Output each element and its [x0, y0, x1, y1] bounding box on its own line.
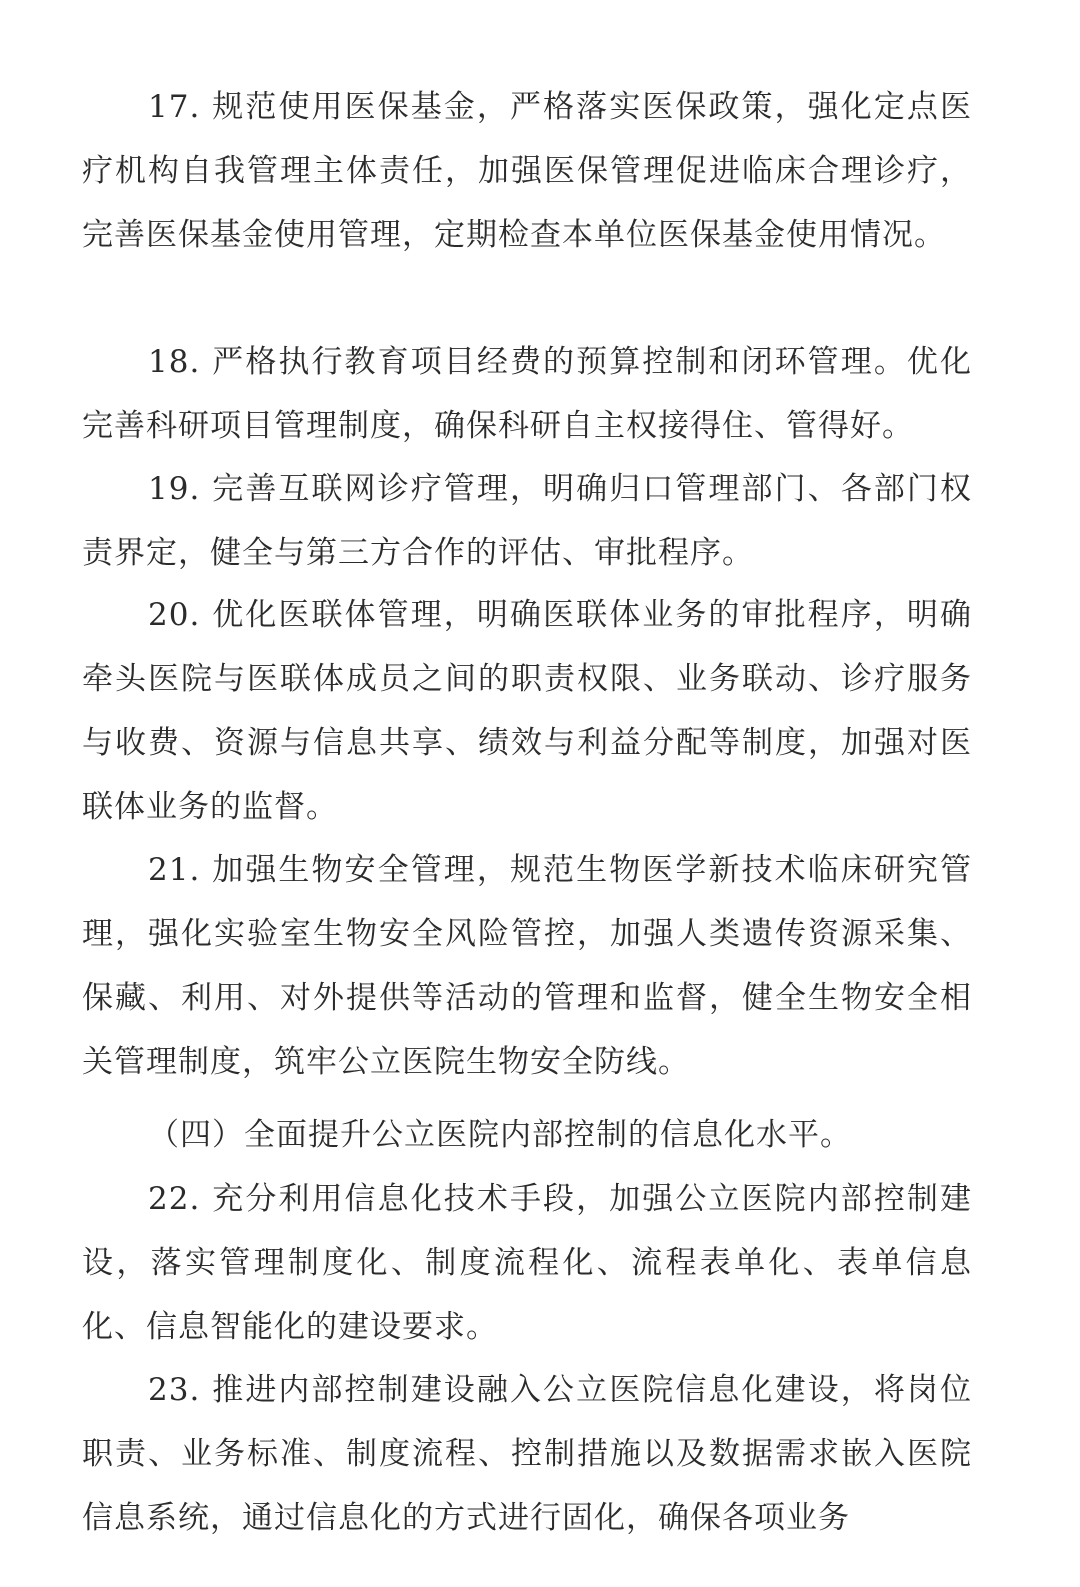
section-heading-4: （四）全面提升公立医院内部控制的信息化水平。 — [148, 1117, 852, 1153]
paragraph-18: 18. 严格执行教育项目经费的预算控制和闭环管理。优化完善科研项目管理制度，确保科研自主权接得住、管得好。 — [82, 344, 972, 444]
paragraph-22: 22. 充分利用信息化技术手段，加强公立医院内部控制建设，落实管理制度化、制度流程化、流程表单化、表单信息化、信息智能化的建设要求。 — [82, 1181, 972, 1345]
paragraph-20: 20. 优化医联体管理，明确医联体业务的审批程序，明确牵头医院与医联体成员之间的职责权限、业务联动、诊疗服务与收费、资源与信息共享、绩效与利益分配等制度，加强对医联体业务的监督。 — [82, 597, 972, 825]
paragraph-17: 17. 规范使用医保基金，严格落实医保政策，强化定点医疗机构自我管理主体责任，加强医保管理促进临床合理诊疗，完善医保基金使用管理，定期检查本单位医保基金使用情况。 — [82, 89, 972, 253]
paragraph-23: 23. 推进内部控制建设融入公立医院信息化建设，将岗位职责、业务标准、制度流程、控制措施以及数据需求嵌入医院信息系统，通过信息化的方式进行固化，确保各项业务 — [82, 1372, 972, 1536]
paragraph-21: 21. 加强生物安全管理，规范生物医学新技术临床研究管理，强化实验室生物安全风险管控，加强人类遗传资源采集、保藏、利用、对外提供等活动的管理和监督，健全生物安全相关管理制度，筑牢公立医院生物安全防线。 — [82, 852, 972, 1080]
paragraph-19: 19. 完善互联网诊疗管理，明确归口管理部门、各部门权责界定，健全与第三方合作的评估、审批程序。 — [82, 471, 972, 571]
